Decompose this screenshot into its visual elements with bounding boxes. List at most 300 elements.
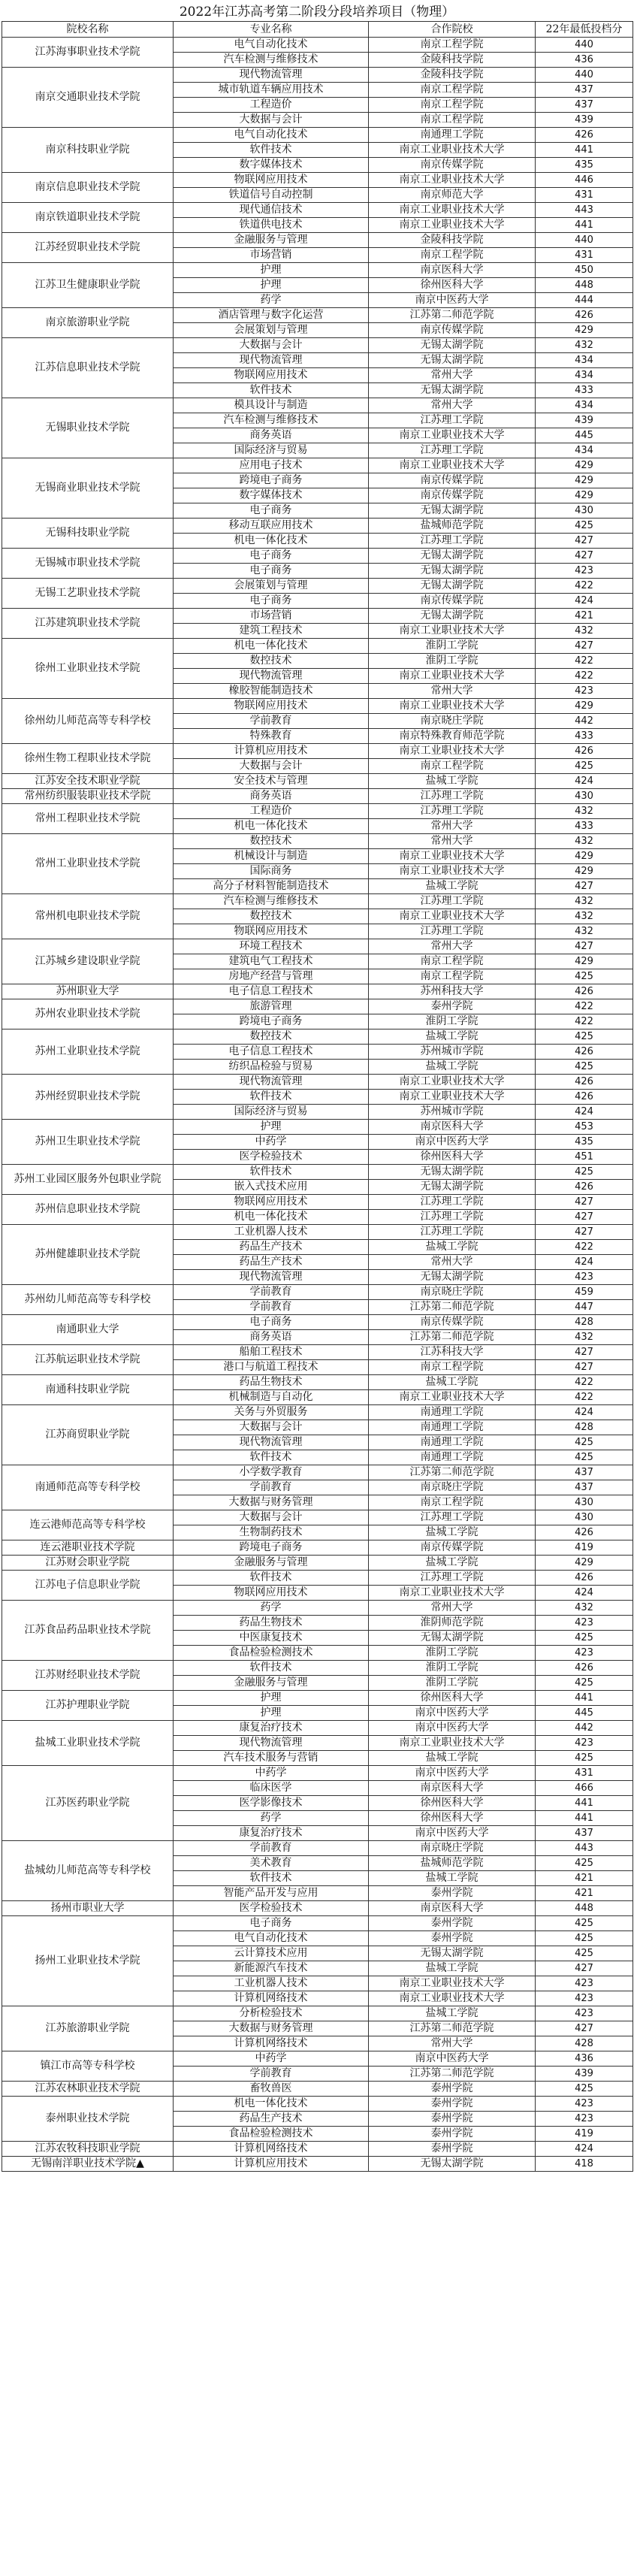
table-row [2, 804, 633, 819]
school-name-cell: 苏州工业园区服务外包职业学院 [2, 1165, 174, 1195]
partner-cell: 泰州学院 [369, 2127, 536, 2142]
score-cell: 429 [536, 699, 633, 714]
major-cell: 汽车技术服务与营销 [174, 1751, 369, 1766]
table-row [2, 1661, 633, 1676]
partner-cell: 盐城工学院 [369, 1871, 536, 1886]
partner-cell: 江苏理工学院 [369, 1571, 536, 1586]
table-row [2, 1901, 633, 1916]
score-cell: 431 [536, 188, 633, 203]
score-cell: 426 [536, 1075, 633, 1090]
score-cell: 446 [536, 173, 633, 188]
school-name-cell: 泰州职业技术学院 [2, 2097, 174, 2142]
major-cell: 汽车检测与维修技术 [174, 894, 369, 909]
partner-cell: 无锡太湖学院 [369, 549, 536, 564]
score-cell: 425 [536, 1856, 633, 1871]
partner-cell: 江苏理工学院 [369, 413, 536, 428]
major-cell: 旅游管理 [174, 999, 369, 1014]
partner-cell: 江苏第二师范学院 [369, 1330, 536, 1345]
partner-cell: 南京工程学院 [369, 1360, 536, 1375]
partner-cell: 南京中医药大学 [369, 1135, 536, 1150]
partner-cell: 南京工业职业技术大学 [369, 1075, 536, 1090]
major-cell: 机电一体化技术 [174, 534, 369, 549]
school-name-cell: 苏州职业大学 [2, 984, 174, 999]
major-cell: 国际经济与贸易 [174, 1105, 369, 1120]
partner-cell: 徐州医科大学 [369, 1796, 536, 1811]
score-cell: 427 [536, 879, 633, 894]
score-cell: 448 [536, 278, 633, 293]
score-cell: 425 [536, 1060, 633, 1075]
major-cell: 商务英语 [174, 789, 369, 804]
major-cell: 学前教育 [174, 1300, 369, 1315]
partner-cell: 无锡太湖学院 [369, 1631, 536, 1646]
partner-cell: 南京工业职业技术大学 [369, 1991, 536, 2006]
score-cell: 453 [536, 1120, 633, 1135]
major-cell: 软件技术 [174, 1871, 369, 1886]
partner-cell: 无锡太湖学院 [369, 1946, 536, 1961]
school-name-cell: 江苏航运职业技术学院 [2, 1345, 174, 1375]
table-row [2, 999, 633, 1014]
major-cell: 现代通信技术 [174, 203, 369, 218]
score-cell: 426 [536, 1045, 633, 1060]
major-cell: 计算机应用技术 [174, 2157, 369, 2172]
partner-cell: 无锡太湖学院 [369, 353, 536, 368]
major-cell: 大数据与财务管理 [174, 1495, 369, 1510]
score-cell: 424 [536, 1255, 633, 1270]
partner-cell: 南京工程学院 [369, 113, 536, 128]
school-name-cell: 江苏海事职业技术学院 [2, 38, 174, 68]
table-row [2, 398, 633, 413]
partner-cell: 盐城工学院 [369, 1751, 536, 1766]
score-cell: 422 [536, 1375, 633, 1390]
partner-cell: 南通理工学院 [369, 1435, 536, 1450]
partner-cell: 南京工程学院 [369, 98, 536, 113]
major-cell: 药品生产技术 [174, 1255, 369, 1270]
major-cell: 电子商务 [174, 1916, 369, 1931]
score-cell: 425 [536, 759, 633, 774]
major-cell: 物联网应用技术 [174, 1586, 369, 1601]
partner-cell: 江苏理工学院 [369, 804, 536, 819]
partner-cell: 江苏理工学院 [369, 789, 536, 804]
major-cell: 金融服务与管理 [174, 1676, 369, 1691]
score-cell: 429 [536, 323, 633, 338]
major-cell: 云计算技术应用 [174, 1946, 369, 1961]
major-cell: 计算机网络技术 [174, 2036, 369, 2051]
major-cell: 铁道供电技术 [174, 218, 369, 233]
partner-cell: 南京工业职业技术大学 [369, 428, 536, 443]
partner-cell: 无锡太湖学院 [369, 503, 536, 519]
score-cell: 425 [536, 1435, 633, 1450]
header-major: 专业名称 [174, 22, 369, 38]
score-cell: 424 [536, 1405, 633, 1420]
major-cell: 城市轨道车辆应用技术 [174, 83, 369, 98]
major-cell: 电子商务 [174, 1315, 369, 1330]
partner-cell: 江苏第二师范学院 [369, 1465, 536, 1480]
score-cell: 427 [536, 2021, 633, 2036]
score-cell: 431 [536, 1766, 633, 1781]
major-cell: 食品检验检测技术 [174, 2127, 369, 2142]
partner-cell: 常州大学 [369, 1601, 536, 1616]
school-name-cell: 徐州工业职业技术学院 [2, 639, 174, 699]
score-cell: 427 [536, 1195, 633, 1210]
score-cell: 442 [536, 714, 633, 729]
major-cell: 跨境电子商务 [174, 1540, 369, 1556]
school-name-cell: 连云港师范高等专科学校 [2, 1510, 174, 1540]
admission-table [2, 21, 633, 2172]
partner-cell: 盐城工学院 [369, 1961, 536, 1976]
major-cell: 铁道信号自动控制 [174, 188, 369, 203]
major-cell: 药品生产技术 [174, 1240, 369, 1255]
score-cell: 432 [536, 1601, 633, 1616]
table-row [2, 1556, 633, 1571]
partner-cell: 无锡太湖学院 [369, 338, 536, 353]
school-name-cell: 江苏经贸职业技术学院 [2, 233, 174, 263]
partner-cell: 江苏第二师范学院 [369, 308, 536, 323]
score-cell: 426 [536, 1661, 633, 1676]
major-cell: 大数据与会计 [174, 1510, 369, 1525]
school-name-cell: 苏州卫生职业技术学院 [2, 1120, 174, 1165]
school-name-cell: 镇江市高等专科学校 [2, 2051, 174, 2082]
major-cell: 港口与航道工程技术 [174, 1360, 369, 1375]
score-cell: 430 [536, 1510, 633, 1525]
school-name-cell: 扬州工业职业技术学院 [2, 1916, 174, 2006]
major-cell: 计算机网络技术 [174, 1991, 369, 2006]
school-name-cell: 连云港职业技术学院 [2, 1540, 174, 1556]
score-cell: 422 [536, 1390, 633, 1405]
score-cell: 442 [536, 1721, 633, 1736]
partner-cell: 无锡太湖学院 [369, 564, 536, 579]
major-cell: 市场营销 [174, 609, 369, 624]
partner-cell: 常州大学 [369, 819, 536, 834]
school-name-cell: 江苏护理职业学院 [2, 1691, 174, 1721]
major-cell: 电子商务 [174, 594, 369, 609]
score-cell: 425 [536, 2082, 633, 2097]
school-name-cell: 江苏旅游职业学院 [2, 2006, 174, 2051]
score-cell: 426 [536, 1525, 633, 1540]
score-cell: 426 [536, 744, 633, 759]
score-cell: 440 [536, 38, 633, 53]
major-cell: 酒店管理与数字化运营 [174, 308, 369, 323]
major-cell: 商务英语 [174, 428, 369, 443]
table-row [2, 308, 633, 323]
table-row [2, 774, 633, 789]
score-cell: 434 [536, 368, 633, 383]
partner-cell: 泰州学院 [369, 1916, 536, 1931]
partner-cell: 南京传媒学院 [369, 158, 536, 173]
score-cell: 422 [536, 1240, 633, 1255]
partner-cell: 常州大学 [369, 2036, 536, 2051]
table-row [2, 609, 633, 624]
table-row [2, 939, 633, 954]
score-cell: 433 [536, 729, 633, 744]
score-cell: 439 [536, 413, 633, 428]
score-cell: 423 [536, 1991, 633, 2006]
score-cell: 428 [536, 1315, 633, 1330]
score-cell: 429 [536, 488, 633, 503]
partner-cell: 常州大学 [369, 398, 536, 413]
partner-cell: 南京工业职业技术大学 [369, 1976, 536, 1991]
partner-cell: 南京传媒学院 [369, 594, 536, 609]
partner-cell: 南京中医药大学 [369, 293, 536, 308]
partner-cell: 盐城师范学院 [369, 519, 536, 534]
table-row [2, 1029, 633, 1045]
school-name-cell: 江苏财会职业学院 [2, 1556, 174, 1571]
score-cell: 432 [536, 924, 633, 939]
table-row [2, 579, 633, 594]
table-row [2, 744, 633, 759]
score-cell: 443 [536, 1841, 633, 1856]
table-row [2, 1195, 633, 1210]
score-cell: 425 [536, 1631, 633, 1646]
score-cell: 427 [536, 1210, 633, 1225]
score-cell: 441 [536, 1796, 633, 1811]
major-cell: 电子信息工程技术 [174, 984, 369, 999]
major-cell: 会展策划与管理 [174, 579, 369, 594]
header-partner: 合作院校 [369, 22, 536, 38]
partner-cell: 南京传媒学院 [369, 488, 536, 503]
score-cell: 423 [536, 1976, 633, 1991]
school-name-cell: 常州机电职业技术学院 [2, 894, 174, 939]
school-name-cell: 苏州经贸职业技术学院 [2, 1075, 174, 1120]
score-cell: 425 [536, 1916, 633, 1931]
major-cell: 中药学 [174, 1766, 369, 1781]
partner-cell: 泰州学院 [369, 2082, 536, 2097]
major-cell: 现代物流管理 [174, 353, 369, 368]
major-cell: 数控技术 [174, 909, 369, 924]
partner-cell: 常州大学 [369, 368, 536, 383]
partner-cell: 淮阴工学院 [369, 1661, 536, 1676]
school-name-cell: 常州纺织服装职业技术学院 [2, 789, 174, 804]
table-row [2, 1075, 633, 1090]
partner-cell: 金陵科技学院 [369, 68, 536, 83]
score-cell: 425 [536, 1165, 633, 1180]
score-cell: 427 [536, 939, 633, 954]
table-row [2, 984, 633, 999]
partner-cell: 无锡太湖学院 [369, 579, 536, 594]
partner-cell: 江苏第二师范学院 [369, 2021, 536, 2036]
score-cell: 423 [536, 2006, 633, 2021]
score-cell: 429 [536, 864, 633, 879]
score-cell: 450 [536, 263, 633, 278]
major-cell: 应用电子技术 [174, 458, 369, 473]
school-name-cell: 江苏农牧科技职业学院 [2, 2142, 174, 2157]
major-cell: 学前教育 [174, 714, 369, 729]
major-cell: 电子商务 [174, 503, 369, 519]
major-cell: 工业机器人技术 [174, 1976, 369, 1991]
partner-cell: 盐城工学院 [369, 1525, 536, 1540]
major-cell: 数控技术 [174, 654, 369, 669]
school-name-cell: 南通职业大学 [2, 1315, 174, 1345]
partner-cell: 南通理工学院 [369, 1450, 536, 1465]
table-row [2, 1120, 633, 1135]
table-row [2, 894, 633, 909]
major-cell: 软件技术 [174, 1571, 369, 1586]
table-row [2, 1315, 633, 1330]
table-row [2, 2082, 633, 2097]
school-name-cell: 南通师范高等专科学校 [2, 1465, 174, 1510]
major-cell: 电子商务 [174, 564, 369, 579]
school-name-cell: 江苏食品药品职业技术学院 [2, 1601, 174, 1661]
score-cell: 421 [536, 1886, 633, 1901]
major-cell: 船舶工程技术 [174, 1345, 369, 1360]
score-cell: 434 [536, 443, 633, 458]
partner-cell: 南京医科大学 [369, 1781, 536, 1796]
school-name-cell: 苏州健雄职业技术学院 [2, 1225, 174, 1285]
partner-cell: 江苏理工学院 [369, 894, 536, 909]
major-cell: 市场营销 [174, 248, 369, 263]
major-cell: 工程造价 [174, 98, 369, 113]
major-cell: 关务与外贸服务 [174, 1405, 369, 1420]
partner-cell: 南通理工学院 [369, 128, 536, 143]
score-cell: 419 [536, 2127, 633, 2142]
score-cell: 431 [536, 248, 633, 263]
major-cell: 国际商务 [174, 864, 369, 879]
major-cell: 学前教育 [174, 1841, 369, 1856]
school-name-cell: 江苏城乡建设职业学院 [2, 939, 174, 984]
table-row [2, 639, 633, 654]
school-name-cell: 苏州农业职业技术学院 [2, 999, 174, 1029]
major-cell: 中药学 [174, 1135, 369, 1150]
score-cell: 424 [536, 594, 633, 609]
score-cell: 430 [536, 503, 633, 519]
partner-cell: 金陵科技学院 [369, 53, 536, 68]
partner-cell: 江苏理工学院 [369, 1195, 536, 1210]
partner-cell: 南京工业职业技术大学 [369, 1586, 536, 1601]
partner-cell: 无锡太湖学院 [369, 383, 536, 398]
major-cell: 中药学 [174, 2051, 369, 2067]
partner-cell: 南京工业职业技术大学 [369, 624, 536, 639]
partner-cell: 南京工业职业技术大学 [369, 1736, 536, 1751]
score-cell: 429 [536, 458, 633, 473]
major-cell: 大数据与财务管理 [174, 2021, 369, 2036]
score-cell: 425 [536, 969, 633, 984]
major-cell: 药学 [174, 1601, 369, 1616]
school-name-cell: 江苏商贸职业学院 [2, 1405, 174, 1465]
major-cell: 药品生产技术 [174, 2112, 369, 2127]
score-cell: 427 [536, 1360, 633, 1375]
score-cell: 432 [536, 338, 633, 353]
partner-cell: 无锡太湖学院 [369, 2157, 536, 2172]
table-row [2, 1225, 633, 1240]
score-cell: 435 [536, 1135, 633, 1150]
partner-cell: 南京工程学院 [369, 1495, 536, 1510]
score-cell: 451 [536, 1150, 633, 1165]
major-cell: 智能产品开发与应用 [174, 1886, 369, 1901]
score-cell: 447 [536, 1300, 633, 1315]
school-name-cell: 南京信息职业技术学院 [2, 173, 174, 203]
major-cell: 计算机应用技术 [174, 744, 369, 759]
major-cell: 软件技术 [174, 383, 369, 398]
partner-cell: 南京工程学院 [369, 38, 536, 53]
school-name-cell: 南京旅游职业学院 [2, 308, 174, 338]
table-row [2, 2157, 633, 2172]
major-cell: 护理 [174, 278, 369, 293]
partner-cell: 南京中医药大学 [369, 1826, 536, 1841]
partner-cell: 无锡太湖学院 [369, 609, 536, 624]
score-cell: 422 [536, 999, 633, 1014]
school-name-cell: 无锡城市职业技术学院 [2, 549, 174, 579]
table-row [2, 2006, 633, 2021]
major-cell: 医学影像技术 [174, 1796, 369, 1811]
header-row [2, 22, 633, 38]
partner-cell: 南京医科大学 [369, 1120, 536, 1135]
partner-cell: 南京工业职业技术大学 [369, 699, 536, 714]
partner-cell: 南京工业职业技术大学 [369, 864, 536, 879]
score-cell: 423 [536, 1736, 633, 1751]
table-row [2, 1375, 633, 1390]
partner-cell: 江苏第二师范学院 [369, 2067, 536, 2082]
partner-cell: 南京中医药大学 [369, 2051, 536, 2067]
partner-cell: 徐州医科大学 [369, 1691, 536, 1706]
score-cell: 421 [536, 1871, 633, 1886]
partner-cell: 南京中医药大学 [369, 1766, 536, 1781]
score-cell: 423 [536, 684, 633, 699]
table-row [2, 38, 633, 53]
major-cell: 特殊教育 [174, 729, 369, 744]
major-cell: 软件技术 [174, 1661, 369, 1676]
partner-cell: 盐城师范学院 [369, 1856, 536, 1871]
major-cell: 电子商务 [174, 549, 369, 564]
major-cell: 数控技术 [174, 834, 369, 849]
school-name-cell: 南通科技职业学院 [2, 1375, 174, 1405]
partner-cell: 泰州学院 [369, 1931, 536, 1946]
partner-cell: 淮阴工学院 [369, 1646, 536, 1661]
score-cell: 433 [536, 383, 633, 398]
score-cell: 422 [536, 654, 633, 669]
score-cell: 423 [536, 564, 633, 579]
school-name-cell: 南京交通职业技术学院 [2, 68, 174, 128]
major-cell: 大数据与会计 [174, 1420, 369, 1435]
school-name-cell: 盐城工业职业技术学院 [2, 1721, 174, 1766]
score-cell: 426 [536, 1180, 633, 1195]
score-cell: 419 [536, 1540, 633, 1556]
major-cell: 现代物流管理 [174, 1270, 369, 1285]
partner-cell: 盐城工学院 [369, 1029, 536, 1045]
header-school: 院校名称 [2, 22, 174, 38]
score-cell: 429 [536, 849, 633, 864]
major-cell: 现代物流管理 [174, 669, 369, 684]
major-cell: 食品检验检测技术 [174, 1646, 369, 1661]
major-cell: 模具设计与制造 [174, 398, 369, 413]
major-cell: 大数据与会计 [174, 338, 369, 353]
table-row [2, 1916, 633, 1931]
major-cell: 药学 [174, 293, 369, 308]
score-cell: 439 [536, 2067, 633, 2082]
score-cell: 432 [536, 834, 633, 849]
table-row [2, 2097, 633, 2112]
score-cell: 437 [536, 83, 633, 98]
partner-cell: 淮阴师范学院 [369, 1616, 536, 1631]
major-cell: 纺织品检验与贸易 [174, 1060, 369, 1075]
major-cell: 机电一体化技术 [174, 819, 369, 834]
major-cell: 机械制造与自动化 [174, 1390, 369, 1405]
major-cell: 软件技术 [174, 1450, 369, 1465]
partner-cell: 南京工业职业技术大学 [369, 173, 536, 188]
table-row [2, 338, 633, 353]
score-cell: 437 [536, 1480, 633, 1495]
score-cell: 424 [536, 1586, 633, 1601]
score-cell: 421 [536, 609, 633, 624]
score-cell: 443 [536, 203, 633, 218]
score-cell: 426 [536, 984, 633, 999]
score-cell: 425 [536, 1946, 633, 1961]
major-cell: 护理 [174, 1706, 369, 1721]
partner-cell: 徐州医科大学 [369, 1150, 536, 1165]
score-cell: 432 [536, 894, 633, 909]
score-cell: 441 [536, 1811, 633, 1826]
major-cell: 商务英语 [174, 1330, 369, 1345]
table-row [2, 203, 633, 218]
score-cell: 436 [536, 53, 633, 68]
